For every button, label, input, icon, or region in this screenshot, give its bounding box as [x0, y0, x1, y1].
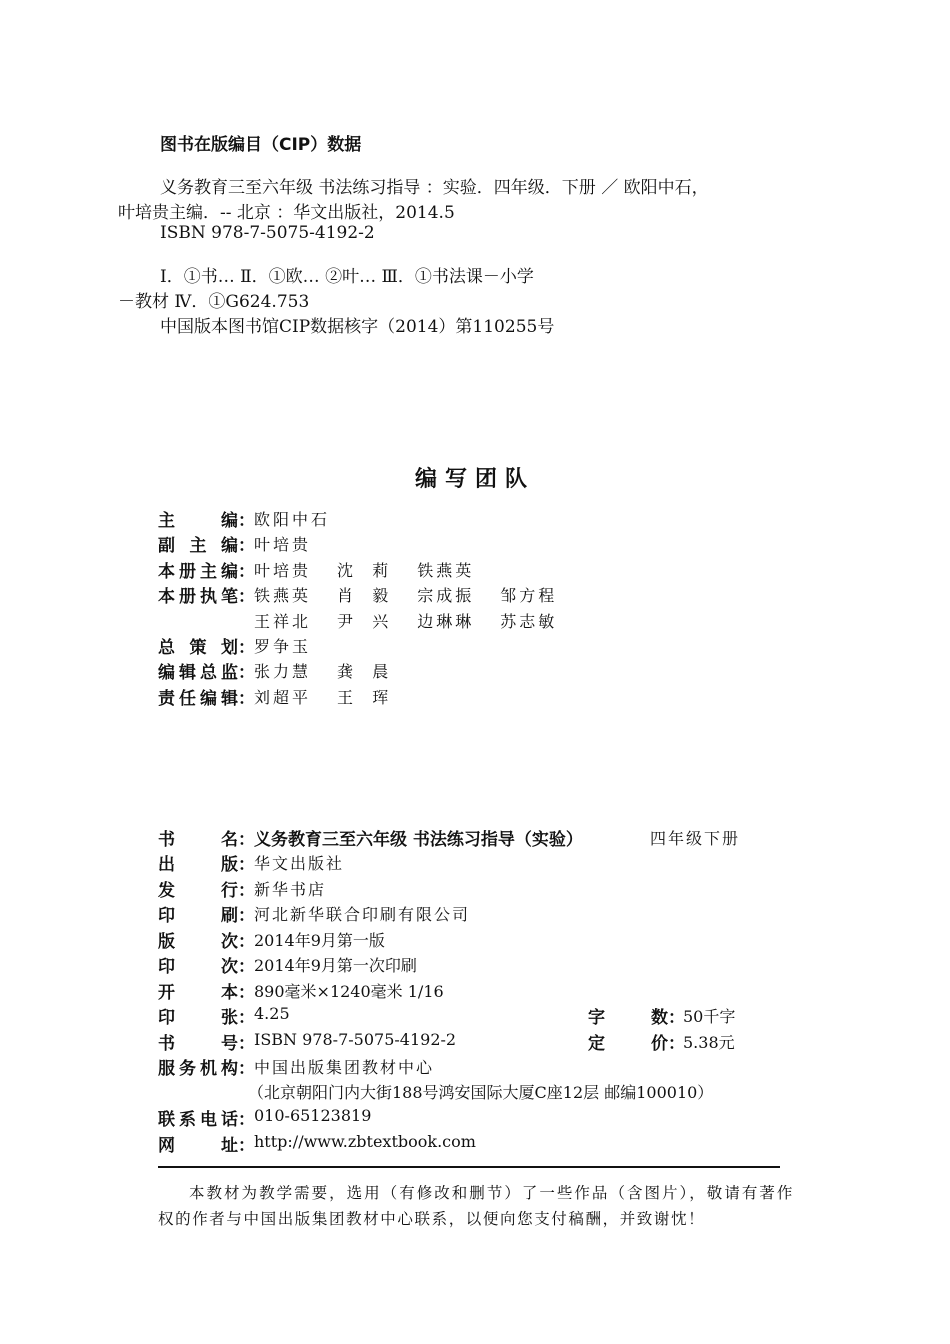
website-colon: ： — [238, 1136, 255, 1156]
team-role-colon: ： — [238, 689, 255, 709]
team-role-label: 本册主编 — [158, 562, 238, 582]
team-members — [254, 609, 583, 632]
printing-label: 印刷 — [158, 906, 238, 926]
team-member-name: 边琳琳 — [417, 612, 475, 631]
team-members — [254, 659, 417, 682]
team-members — [254, 685, 417, 708]
team-role-colon: ： — [238, 562, 255, 582]
book-title-value: 义务教育三至六年级 书法练习指导（实验） — [254, 830, 583, 850]
service-value: 中国出版集团教材中心 — [254, 1058, 435, 1077]
team-member-name: 邹方程 — [500, 586, 558, 605]
team-role-colon: ： — [238, 536, 255, 556]
price-label: 定价 — [588, 1034, 668, 1054]
team-member-name: 王 珲 — [337, 688, 392, 707]
book-title-label: 书名 — [158, 830, 238, 850]
copyright-note: 本教材为教学需要，选用（有修改和删节）了一些作品（含图片），敬请有著作权的作者与中国出版集团教材中心联系，以便向您支付稿酬，并致谢忱！ — [158, 1184, 794, 1228]
isbn-label: 书号 — [158, 1034, 238, 1054]
book-title-suffix: 四年级下册 — [650, 829, 741, 848]
team-members — [254, 532, 337, 555]
sheets-colon: ： — [238, 1008, 255, 1028]
word-count-value: 50千字 — [683, 1007, 736, 1026]
team-role-label: 编辑总监 — [158, 663, 238, 683]
phone-value: 010-65123819 — [254, 1106, 372, 1125]
edition-colon: ： — [238, 932, 255, 952]
format-label: 开本 — [158, 983, 238, 1003]
team-members — [254, 583, 583, 606]
team-role-colon: ： — [238, 638, 255, 658]
word-count-colon: ： — [668, 1008, 685, 1028]
isbn-value: ISBN 978-7-5075-4192-2 — [254, 1030, 457, 1049]
impression-value: 2014年9月第一次印刷 — [254, 956, 417, 975]
cip-isbn: ISBN 978-7-5075-4192-2 — [160, 223, 375, 243]
impression-label: 印次 — [158, 957, 238, 977]
team-members — [254, 634, 337, 657]
team-member-name: 张力慧 — [254, 662, 312, 681]
team-role-colon: ： — [238, 511, 255, 531]
printing-colon: ： — [238, 906, 255, 926]
phone-label: 联系电话 — [158, 1110, 238, 1130]
team-member-name: 欧阳中石 — [254, 510, 331, 529]
team-role-label: 本册执笔 — [158, 587, 238, 607]
impression-colon: ： — [238, 957, 255, 977]
service-colon: ： — [238, 1059, 255, 1079]
team-member-name: 铁燕英 — [254, 586, 312, 605]
team-members — [254, 507, 356, 530]
team-member-name: 尹 兴 — [337, 612, 392, 631]
team-member-name: 苏志敏 — [500, 612, 558, 631]
team-title: 编写团队 — [414, 467, 535, 492]
team-role-colon: ： — [238, 663, 255, 683]
publisher-value: 华文出版社 — [254, 854, 345, 873]
team-role-label: 主编 — [158, 511, 238, 531]
team-member-name: 叶培贵 — [254, 561, 312, 580]
isbn-colon: ： — [238, 1034, 255, 1054]
team-member-name: 宗成振 — [417, 586, 475, 605]
website-value: http://www.zbtextbook.com — [254, 1132, 476, 1151]
team-role-label: 责任编辑 — [158, 689, 238, 709]
team-member-name: 王祥北 — [254, 612, 312, 631]
divider-rule — [158, 1166, 780, 1168]
service-label: 服务机构 — [158, 1059, 238, 1079]
distribution-value: 新华书店 — [254, 880, 327, 899]
distribution-colon: ： — [238, 881, 255, 901]
publisher-colon: ： — [238, 855, 255, 875]
format-colon: ： — [238, 983, 255, 1003]
cip-cataloging-number: 中国版本图书馆CIP数据核字（2014）第110255号 — [160, 317, 555, 337]
team-member-name: 叶培贵 — [254, 535, 312, 554]
distribution-label: 发行 — [158, 881, 238, 901]
cip-class-line-2: －教材 Ⅳ．①G624.753 — [118, 292, 310, 312]
team-member-name: 刘超平 — [254, 688, 312, 707]
printing-value: 河北新华联合印刷有限公司 — [254, 905, 471, 924]
format-value: 890毫米×1240毫米 1/16 — [254, 982, 444, 1001]
word-count-label: 字数 — [588, 1008, 668, 1028]
team-members — [254, 558, 500, 581]
price-colon: ： — [668, 1034, 685, 1054]
team-role-colon: ： — [238, 587, 255, 607]
cip-title: 图书在版编目（CIP）数据 — [160, 135, 362, 155]
team-member-name: 沈 莉 — [337, 561, 392, 580]
team-member-name: 罗争玉 — [254, 637, 312, 656]
team-member-name: 铁燕英 — [417, 561, 475, 580]
service-address: （北京朝阳门内大街188号鸿安国际大厦C座12层 邮编100010） — [248, 1083, 714, 1102]
cip-class-line-1: Ⅰ．①书… Ⅱ．①欧… ②叶… Ⅲ．①书法课－小学 — [160, 267, 534, 287]
team-member-name: 肖 毅 — [337, 586, 392, 605]
publisher-label: 出版 — [158, 855, 238, 875]
team-role-label: 总策划 — [158, 638, 238, 658]
sheets-value: 4.25 — [254, 1004, 290, 1023]
team-role-label: 副主编 — [158, 536, 238, 556]
price-value: 5.38元 — [683, 1033, 735, 1052]
team-member-name: 龚 晨 — [337, 662, 392, 681]
phone-colon: ： — [238, 1110, 255, 1130]
website-label: 网址 — [158, 1136, 238, 1156]
cip-line-2: 叶培贵主编．-- 北京 ：华文出版社，2014.5 — [118, 203, 455, 223]
book-title-colon: ： — [238, 830, 255, 850]
sheets-label: 印张 — [158, 1008, 238, 1028]
edition-label: 版次 — [158, 932, 238, 952]
cip-line-1: 义务教育三至六年级 书法练习指导 ：实验．四年级．下册 ／ 欧阳中石， — [160, 178, 709, 198]
edition-value: 2014年9月第一版 — [254, 931, 385, 950]
